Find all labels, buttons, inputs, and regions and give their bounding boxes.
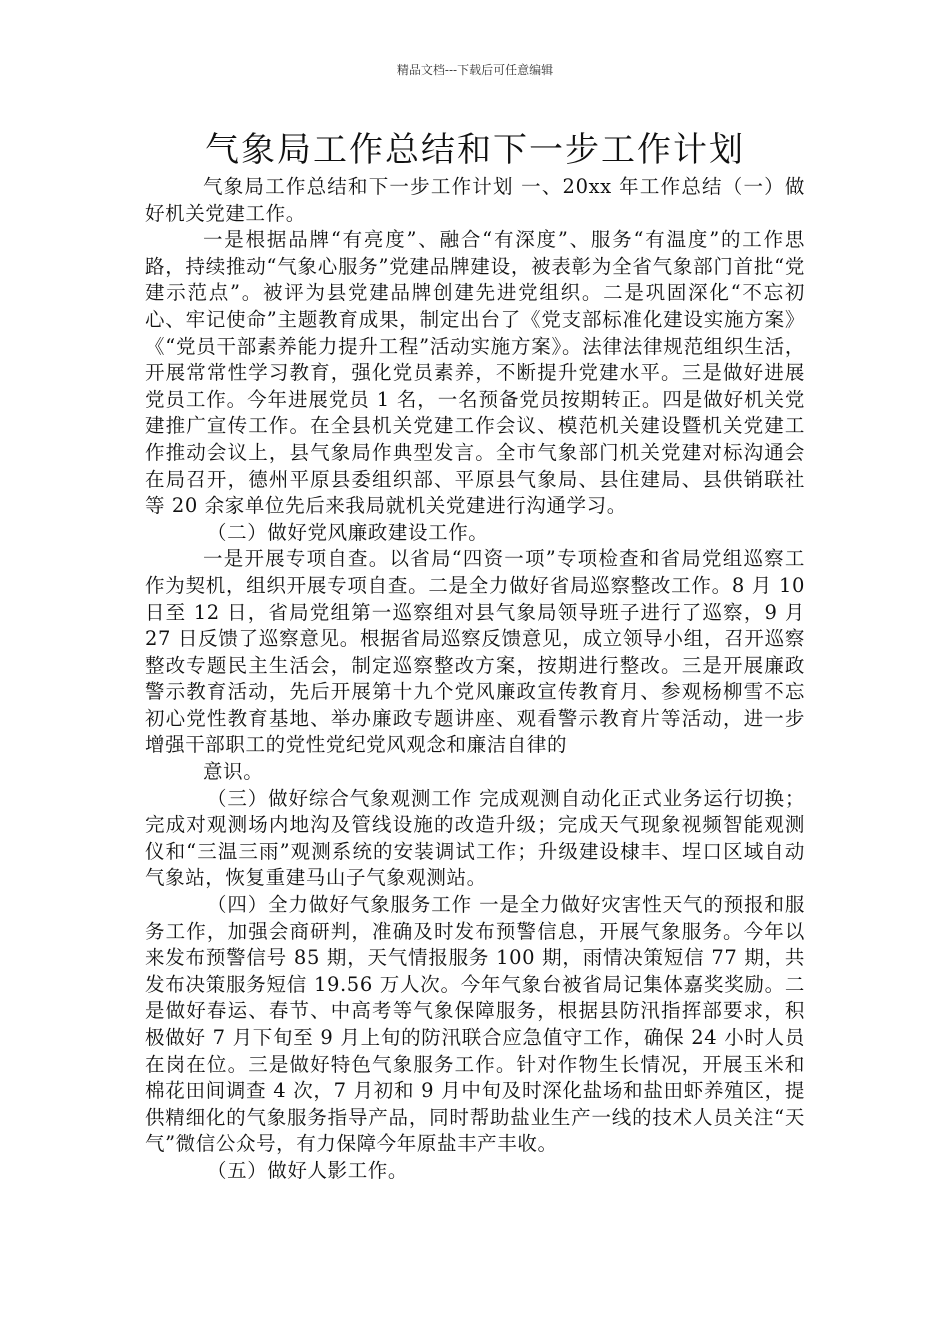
document-body [145,174,805,1185]
header-note: 精品文档---下载后可任意编辑 [396,63,554,77]
section-heading-5: （五）做好人影工作。 [207,1158,409,1182]
document-title: 气象局工作总结和下一步工作计划 [205,130,745,170]
section-heading-2: （二）做好党风廉政建设工作。 [207,520,489,544]
integrity-paragraph: 一是开展专项自查。以省局“四资一项”专项检查和省局党组巡察工作为契机，组织开展专项自查。二是全力做好省局巡察整改工作。8 月 10 日至 12 日，省局党组第一巡察组对县气象局领导班子进行了巡察，9 月 27 日反馈了巡察意见。根据省局巡察反馈意见，成立领导小组，召开巡察整改专题民主生活会，制定巡察整改方案，按期进行整改。三是开展廉政警示教育活动，先后开展第十九个党风廉政宣传教育月、参观杨柳雪不忘初心党性教育基地、举办廉政专题讲座、观看警示教育片等活动，进一步增强干部职工的党性党纪党风观念和廉洁自律的 [145,547,805,757]
intro-paragraph: 气象局工作总结和下一步工作计划 一、20xx 年工作总结（一）做好机关党建工作。 [145,175,805,225]
party-building-paragraph: 一是根据品牌“有亮度”、融合“有深度”、服务“有温度”的工作思路，持续推动“气象心服务”党建品牌建设，被表彰为全省气象部门首批“党建示范点”。被评为县党建品牌创建先进党组织。二是巩固深化“不忘初心、牢记使命”主题教育成果，制定出台了《党支部标准化建设实施方案》《“党员干部素养能力提升工程”活动实施方案》。法律法律规范组织生活，开展常常性学习教育，强化党员素养，不断提升党建水平。三是做好进展党员工作。今年进展党员 1 名，一名预备党员按期转正。四是做好机关党建推广宣传工作。在全县机关党建工作会议、模范机关建设暨机关党建工作推动会议上，县气象局作典型发言。全市气象部门机关党建对标沟通会在局召开，德州平原县委组织部、平原县气象局、县住建局、县供销联社等 20 余家单位先后来我局就机关党建进行沟通学习。 [145,228,805,518]
service-paragraph: （四）全力做好气象服务工作 一是全力做好灾害性天气的预报和服务工作，加强会商研判，准确及时发布预警信息，开展气象服务。今年以来发布预警信号 85 期，天气情报服务 100 期，雨情决策短信 77 期，共发布决策服务短信 19.56 万人次。今年气象台被省局记集体嘉奖奖励。二是做好春运、春节、中高考等气象保障服务，根据县防汛指挥部要求，积极做好 7 月下旬至 9 月上旬的防汛联合应急值守工作，确保 24 小时人员在岗在位。三是做好特色气象服务工作。针对作物生长情况，开展玉米和棉花田间调查 4 次，7 月初和 9 月中旬及时深化盐场和盐田虾养殖区，提供精细化的气象服务指导产品，同时帮助盐业生产一线的技术人员关注“天气”微信公众号，有力保障今年原盐丰产丰收。 [145,893,805,1156]
integrity-paragraph-end: 意识。 [203,760,264,784]
observation-paragraph: （三）做好综合气象观测工作 完成观测自动化正式业务运行切换；完成对观测场内地沟及管线设施的改造升级；完成天气现象视频智能观测仪和“三温三雨”观测系统的安装调试工作；升级建设棣丰、埕口区域自动气象站，恢复重建马山子气象观测站。 [145,786,805,890]
